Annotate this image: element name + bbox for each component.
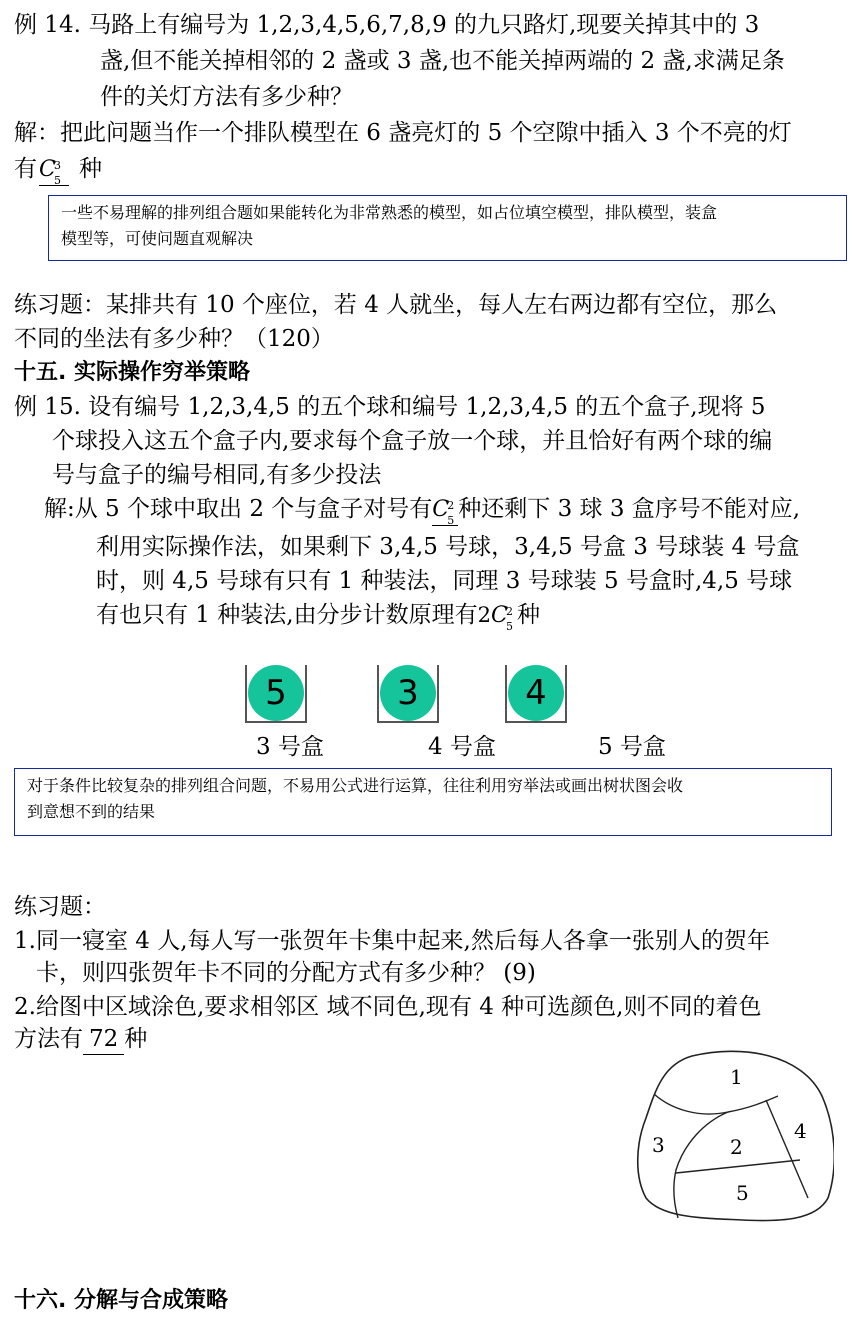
region-label-5: 5 <box>736 1181 749 1205</box>
combination-sub: 5 <box>505 620 513 633</box>
practice-2-q1-line-2: 卡，则四张贺年卡不同的分配方式有多少种？ (9) <box>36 960 536 986</box>
tip-box-2-line-2: 到意想不到的结果 <box>27 802 156 821</box>
region-map-border-1 <box>654 1094 778 1114</box>
ex14-sol2-suffix: 种 <box>79 156 102 182</box>
box-label-5: 5 号盒 <box>598 734 666 760</box>
ball-5: 5 <box>248 665 304 721</box>
region-map-border-4 <box>676 1160 800 1173</box>
practice-2-heading: 练习题： <box>14 894 106 920</box>
ex15-sol1-prefix: 解:从 5 个球中取出 2 个与盒子对号有 <box>44 496 433 522</box>
ex15-solution-line-1 <box>44 494 800 526</box>
combination-sup: 2 <box>505 605 513 618</box>
section-16-title: 十六. 分解与合成策略 <box>14 1288 229 1313</box>
section-15-title: 十五. 实际操作穷举策略 <box>14 360 251 385</box>
box-label-4: 4 号盒 <box>428 734 496 760</box>
combination-symbol <box>432 495 458 526</box>
ex14-solution-line-1: 解：把此问题当作一个排队模型在 6 盏亮灯的 5 个空隙中插入 3 个不亮的灯 <box>14 120 792 146</box>
tip-box-2-line-1: 对于条件比较复杂的排列组合问题，不易用公式进行运算，往往利用穷举法或画出树状图会收 <box>27 776 684 795</box>
combination-sup: 3 <box>54 159 61 172</box>
ball-3: 3 <box>380 665 436 721</box>
ex15-sol4-coefficient: 2 <box>477 603 491 627</box>
region-map-border-2 <box>674 1112 728 1218</box>
combination-sup: 2 <box>447 499 455 512</box>
practice-2-q2-line-1: 2.给图中区域涂色,要求相邻区 域不同色,现有 4 种可选颜色,则不同的着色 <box>14 994 762 1020</box>
ex15-sol1-suffix: 种还剩下 3 球 3 盒序号不能对应, <box>458 496 801 522</box>
combination-letter: C <box>432 497 450 522</box>
tip-box-2 <box>14 768 832 836</box>
ex15-line-3: 号与盒子的编号相同,有多少投法 <box>52 462 382 488</box>
tip-box-1 <box>48 195 847 261</box>
q2-answer: 72 <box>83 1024 124 1055</box>
combination-sub: 5 <box>54 174 61 187</box>
region-map-border-3 <box>766 1100 808 1198</box>
practice-1-line-2: 不同的坐法有多少种？（120） <box>14 326 334 352</box>
ex15-line-1: 例 15. 设有编号 1,2,3,4,5 的五个球和编号 1,2,3,4,5 的五个盒子,现将 5 <box>14 394 766 420</box>
region-label-4: 4 <box>794 1119 807 1143</box>
ex14-line-1: 例 14. 马路上有编号为 1,2,3,4,5,6,7,8,9 的九只路灯,现要关掉其中的 3 <box>14 12 760 38</box>
tip-box-1-line-2: 模型等，可使问题直观解决 <box>61 229 254 248</box>
region-label-1: 1 <box>730 1065 743 1089</box>
combination-letter: C <box>39 157 56 182</box>
ex15-sol4-suffix: 种 <box>516 602 540 628</box>
ex15-solution-line-2: 利用实际操作法，如果剩下 3,4,5 号球，3,4,5 号盒 3 号球装 4 号盒 <box>96 534 800 560</box>
practice-1-line-1: 练习题：某排共有 10 个座位，若 4 人就坐，每人左右两边都有空位，那么 <box>14 292 778 318</box>
box-label-3: 3 号盒 <box>256 734 324 760</box>
ex15-line-2: 个球投入这五个盒子内,要求每个盒子放一个球，并且恰好有两个球的编 <box>52 428 773 454</box>
combination-sub: 5 <box>447 514 455 527</box>
ex15-sol4-prefix: 有也只有 1 种装法,由分步计数原理有 <box>96 602 478 628</box>
region-map-figure <box>632 1048 834 1224</box>
ex15-solution-line-4 <box>96 600 540 631</box>
q2-suffix: 种 <box>124 1026 148 1052</box>
combination-symbol <box>39 155 69 186</box>
q2-prefix: 方法有 <box>14 1026 83 1052</box>
region-label-3: 3 <box>652 1133 665 1157</box>
ex14-line-2: 盏,但不能关掉相邻的 2 盏或 3 盏,也不能关掉两端的 2 盏,求满足条 <box>100 48 785 74</box>
combination-symbol <box>491 601 517 631</box>
ball-4: 4 <box>508 665 564 721</box>
ex14-sol2-prefix: 有 <box>14 156 37 182</box>
ex15-solution-line-3: 时，则 4,5 号球有只有 1 种装法，同理 3 号球装 5 号盒时,4,5 号球 <box>96 568 793 594</box>
ex14-solution-line-2 <box>14 154 102 186</box>
practice-2-q1-line-1: 1.同一寝室 4 人,每人写一张贺年卡集中起来,然后每人各拿一张别人的贺年 <box>14 928 770 954</box>
practice-2-q2-line-2 <box>14 1024 147 1055</box>
ex14-line-3: 件的关灯方法有多少种？ <box>100 84 353 110</box>
tip-box-1-line-1: 一些不易理解的排列组合题如果能转化为非常熟悉的模型，如占位填空模型，排队模型，装盒 <box>61 203 718 222</box>
combination-letter: C <box>490 603 508 628</box>
region-label-2: 2 <box>730 1135 743 1159</box>
